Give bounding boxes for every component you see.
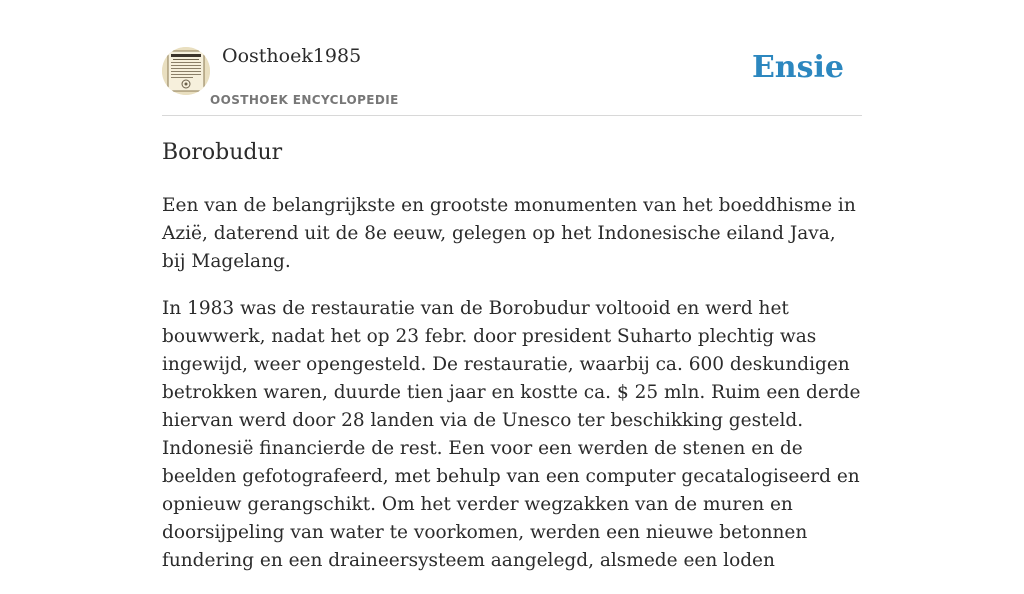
author-name[interactable]: Oosthoek1985 (222, 45, 362, 67)
author-avatar[interactable] (162, 47, 210, 95)
article-title: Borobudur (162, 140, 283, 165)
article-paragraph: In 1983 was de restauratie van de Borobudur voltooid en werd het bouwwerk, nadat het op 23 febr. door president Suharto plechtig was ingewijd, weer opengesteld. De restauratie, waarbij ca. 600 deskundigen betrokken waren, duurde tien jaar en kostte ca. $ 25 mln. Ruim een derde hiervan werd door 28 landen via de Unesco ter beschikking gesteld. Indonesië financierde de rest. Een voor een werden de stenen en de beelden gefotografeerd, met behulp van een computer gecatalogiseerd en opnieuw gerangschikt. Om het verder wegzakken van de muren en doorsijpeling van water te voorkomen, werden een nieuwe betonnen fundering en een draineersysteem aangelegd, alsmede een loden (162, 298, 861, 571)
site-logo[interactable]: Ensie (751, 50, 844, 85)
encyclopedia-certificate-icon (162, 47, 210, 95)
article-page (162, 0, 862, 571)
article-header (162, 0, 862, 116)
article-paragraph: Een van de belangrijkste en grootste monumenten van het boeddhisme in Azië, daterend uit de 8e eeuw, gelegen op het Indonesische eiland Java, bij Magelang. (162, 195, 856, 272)
publication-name[interactable]: OOSTHOEK ENCYCLOPEDIE (210, 93, 399, 107)
article-body (162, 192, 862, 594)
